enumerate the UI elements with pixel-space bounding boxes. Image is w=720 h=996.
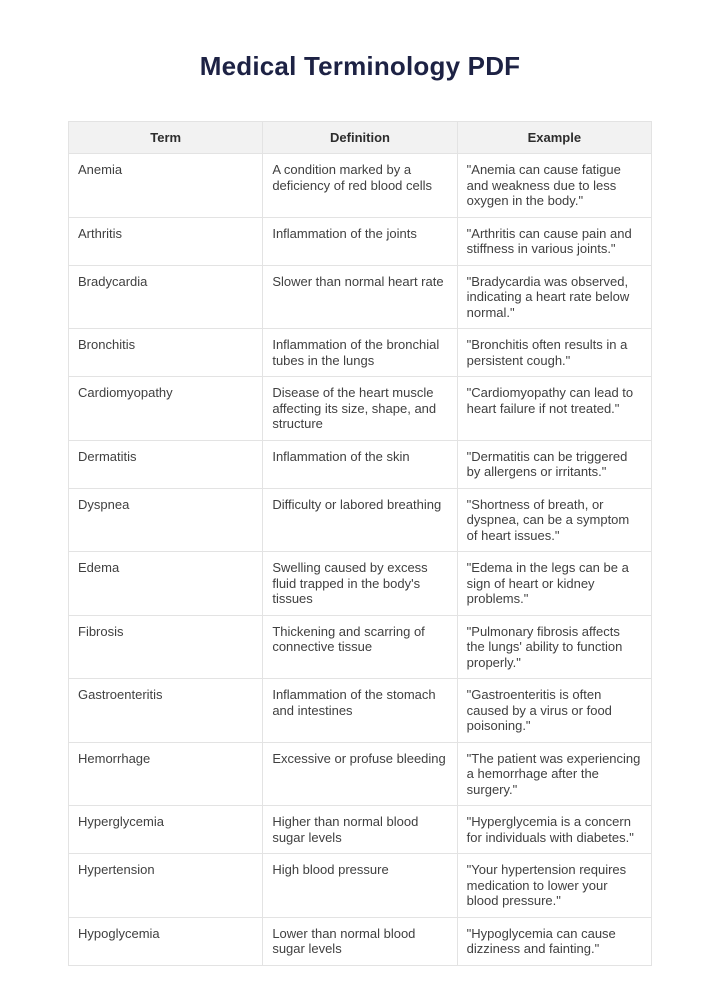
- table-row: [69, 217, 652, 265]
- term-cell: Arthritis: [69, 217, 263, 265]
- example-cell: "Shortness of breath, or dyspnea, can be a symptom of heart issues.": [457, 488, 651, 552]
- example-cell: "Edema in the legs can be a sign of heart or kidney problems.": [457, 552, 651, 616]
- example-cell: "Dermatitis can be triggered by allergens or irritants.": [457, 440, 651, 488]
- header-cell-example: Example: [457, 122, 651, 154]
- definition-cell: Inflammation of the joints: [263, 217, 457, 265]
- example-cell: "Cardiomyopathy can lead to heart failure if not treated.": [457, 377, 651, 441]
- definition-cell: Difficulty or labored breathing: [263, 488, 457, 552]
- definition-cell: Inflammation of the bronchial tubes in the lungs: [263, 329, 457, 377]
- table-row: [69, 806, 652, 854]
- table-row: [69, 265, 652, 329]
- term-cell: Hemorrhage: [69, 742, 263, 806]
- table-row: [69, 377, 652, 441]
- table-row: [69, 154, 652, 218]
- table-row: [69, 854, 652, 918]
- term-cell: Hyperglycemia: [69, 806, 263, 854]
- term-cell: Dermatitis: [69, 440, 263, 488]
- term-cell: Dyspnea: [69, 488, 263, 552]
- header-cell-term: Term: [69, 122, 263, 154]
- definition-cell: Swelling caused by excess fluid trapped in the body's tissues: [263, 552, 457, 616]
- term-cell: Hypertension: [69, 854, 263, 918]
- term-cell: Cardiomyopathy: [69, 377, 263, 441]
- table-row: [69, 615, 652, 679]
- example-cell: "Bronchitis often results in a persistent cough.": [457, 329, 651, 377]
- table-header-row: [69, 122, 652, 154]
- definition-cell: High blood pressure: [263, 854, 457, 918]
- example-cell: "The patient was experiencing a hemorrhage after the surgery.": [457, 742, 651, 806]
- term-cell: Edema: [69, 552, 263, 616]
- table-row: [69, 679, 652, 743]
- definition-cell: Inflammation of the skin: [263, 440, 457, 488]
- table-row: [69, 552, 652, 616]
- table-row: [69, 488, 652, 552]
- header-cell-definition: Definition: [263, 122, 457, 154]
- term-cell: Gastroenteritis: [69, 679, 263, 743]
- example-cell: "Anemia can cause fatigue and weakness due to less oxygen in the body.": [457, 154, 651, 218]
- example-cell: "Hypoglycemia can cause dizziness and fainting.": [457, 917, 651, 965]
- term-cell: Fibrosis: [69, 615, 263, 679]
- terminology-table: [68, 121, 652, 966]
- example-cell: "Arthritis can cause pain and stiffness in various joints.": [457, 217, 651, 265]
- table-row: [69, 440, 652, 488]
- page-title: Medical Terminology PDF: [199, 51, 521, 81]
- example-cell: "Pulmonary fibrosis affects the lungs' ability to function properly.": [457, 615, 651, 679]
- definition-cell: Slower than normal heart rate: [263, 265, 457, 329]
- table-row: [69, 329, 652, 377]
- table-row: [69, 917, 652, 965]
- document-page: [0, 51, 720, 996]
- term-cell: Bronchitis: [69, 329, 263, 377]
- definition-cell: Lower than normal blood sugar levels: [263, 917, 457, 965]
- example-cell: "Your hypertension requires medication to lower your blood pressure.": [457, 854, 651, 918]
- definition-cell: Excessive or profuse bleeding: [263, 742, 457, 806]
- table-body: [69, 154, 652, 966]
- table-row: [69, 742, 652, 806]
- term-cell: Bradycardia: [69, 265, 263, 329]
- definition-cell: Inflammation of the stomach and intestines: [263, 679, 457, 743]
- term-cell: Hypoglycemia: [69, 917, 263, 965]
- definition-cell: Disease of the heart muscle affecting its size, shape, and structure: [263, 377, 457, 441]
- term-cell: Anemia: [69, 154, 263, 218]
- example-cell: "Gastroenteritis is often caused by a virus or food poisoning.": [457, 679, 651, 743]
- example-cell: "Bradycardia was observed, indicating a heart rate below normal.": [457, 265, 651, 329]
- definition-cell: A condition marked by a deficiency of red blood cells: [263, 154, 457, 218]
- definition-cell: Higher than normal blood sugar levels: [263, 806, 457, 854]
- table-header: [69, 122, 652, 154]
- definition-cell: Thickening and scarring of connective tissue: [263, 615, 457, 679]
- example-cell: "Hyperglycemia is a concern for individuals with diabetes.": [457, 806, 651, 854]
